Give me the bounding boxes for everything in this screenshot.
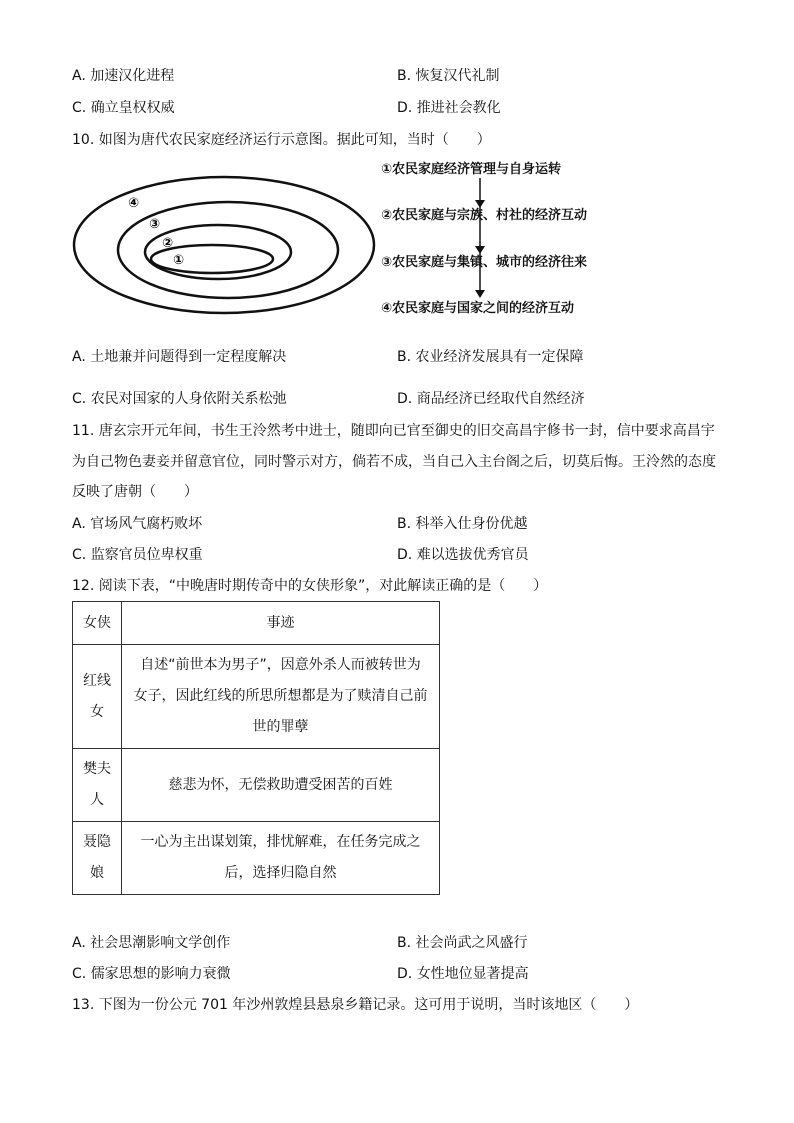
option-d: D. 推进社会教化 (397, 100, 501, 116)
table-cell-deed: 自述“前世本为男子”，因意外杀人而被转世为 女子，因此红线的所思所想都是为了赎清自己前 世的罪孽 (122, 645, 440, 749)
option-c: C. 儒家思想的影响力衰微 (72, 966, 231, 982)
option-a: A. 社会思潮影响文学创作 (72, 935, 231, 951)
option-d: D. 商品经济已经取代自然经济 (397, 391, 585, 407)
concentric-rings-diagram (70, 170, 390, 330)
question-13-stem: 13. 下图为一份公元 701 年沙州敦煌县悬泉乡籍记录。这可用于说明，当时该地区（ ） (72, 997, 639, 1013)
table-cell-name: 红线 女 (73, 645, 122, 749)
option-c: C. 农民对国家的人身依附关系松弛 (72, 391, 287, 407)
option-b: B. 农业经济发展具有一定保障 (397, 349, 584, 365)
option-b: B. 恢复汉代礼制 (397, 68, 500, 84)
question-12-stem: 12. 阅读下表，“中晚唐时期传奇中的女侠形象”，对此解读正确的是（ ） (72, 578, 548, 594)
table-header-cell: 女侠 (73, 602, 122, 645)
arrow-head-3 (475, 290, 485, 298)
question-11-stem-line-3: 反映了唐朝（ ） (72, 484, 198, 500)
heroine-table (72, 601, 440, 895)
arrow-head-1 (475, 200, 485, 208)
question-10-stem: 10. 如图为唐代农民家庭经济运行示意图。据此可知，当时（ ） (72, 132, 491, 148)
ring-label-1: ① (173, 253, 185, 268)
ring-2 (145, 225, 291, 279)
option-c: C. 确立皇权权威 (72, 100, 175, 116)
option-b: B. 社会尚武之风盛行 (397, 935, 528, 951)
diagram-step-4: ④农民家庭与国家之间的经济互动 (381, 301, 575, 316)
option-a: A. 加速汉化进程 (72, 68, 175, 84)
table-cell-deed: 慈悲为怀，无偿救助遭受困苦的百姓 (122, 749, 440, 822)
table-row (73, 822, 440, 895)
option-a: A. 官场风气腐朽败坏 (72, 516, 203, 532)
arrow-head-2 (475, 246, 485, 254)
table-cell-name: 聂隐 娘 (73, 822, 122, 895)
table-cell-name: 樊夫 人 (73, 749, 122, 822)
option-b: B. 科举入仕身份优越 (397, 516, 528, 532)
option-d: D. 难以选拔优秀官员 (397, 547, 529, 563)
table-row (73, 645, 440, 749)
table-header-cell: 事迹 (122, 602, 440, 645)
diagram-step-1: ①农民家庭经济管理与自身运转 (381, 162, 562, 177)
question-11-stem-line-1: 11. 唐玄宗开元年间，书生王泠然考中进士，随即向已官至御史的旧交高昌宇修书一封，信中要求高昌宇 (72, 423, 715, 439)
table-row (73, 749, 440, 822)
ring-label-3: ③ (149, 217, 161, 232)
table-cell-deed: 一心为主出谋划策，排忧解难，在任务完成之 后，选择归隐自然 (122, 822, 440, 895)
option-d: D. 女性地位显著提高 (397, 966, 529, 982)
option-a: A. 土地兼并问题得到一定程度解决 (72, 349, 287, 365)
option-c: C. 监察官员位卑权重 (72, 547, 203, 563)
ring-label-4: ④ (128, 196, 140, 211)
diagram-arrows (470, 178, 490, 302)
table-header-row (73, 602, 440, 645)
diagram-step-2: ②农民家庭与宗族、村社的经济互动 (381, 208, 588, 223)
ring-label-2: ② (162, 236, 174, 251)
diagram-step-3: ③农民家庭与集镇、城市的经济往来 (381, 255, 588, 270)
question-11-stem-line-2: 为自己物色妻妾并留意官位，同时警示对方，倘若不成，当自己入主台阁之后，切莫后悔。王泠然的态度 (72, 454, 716, 470)
